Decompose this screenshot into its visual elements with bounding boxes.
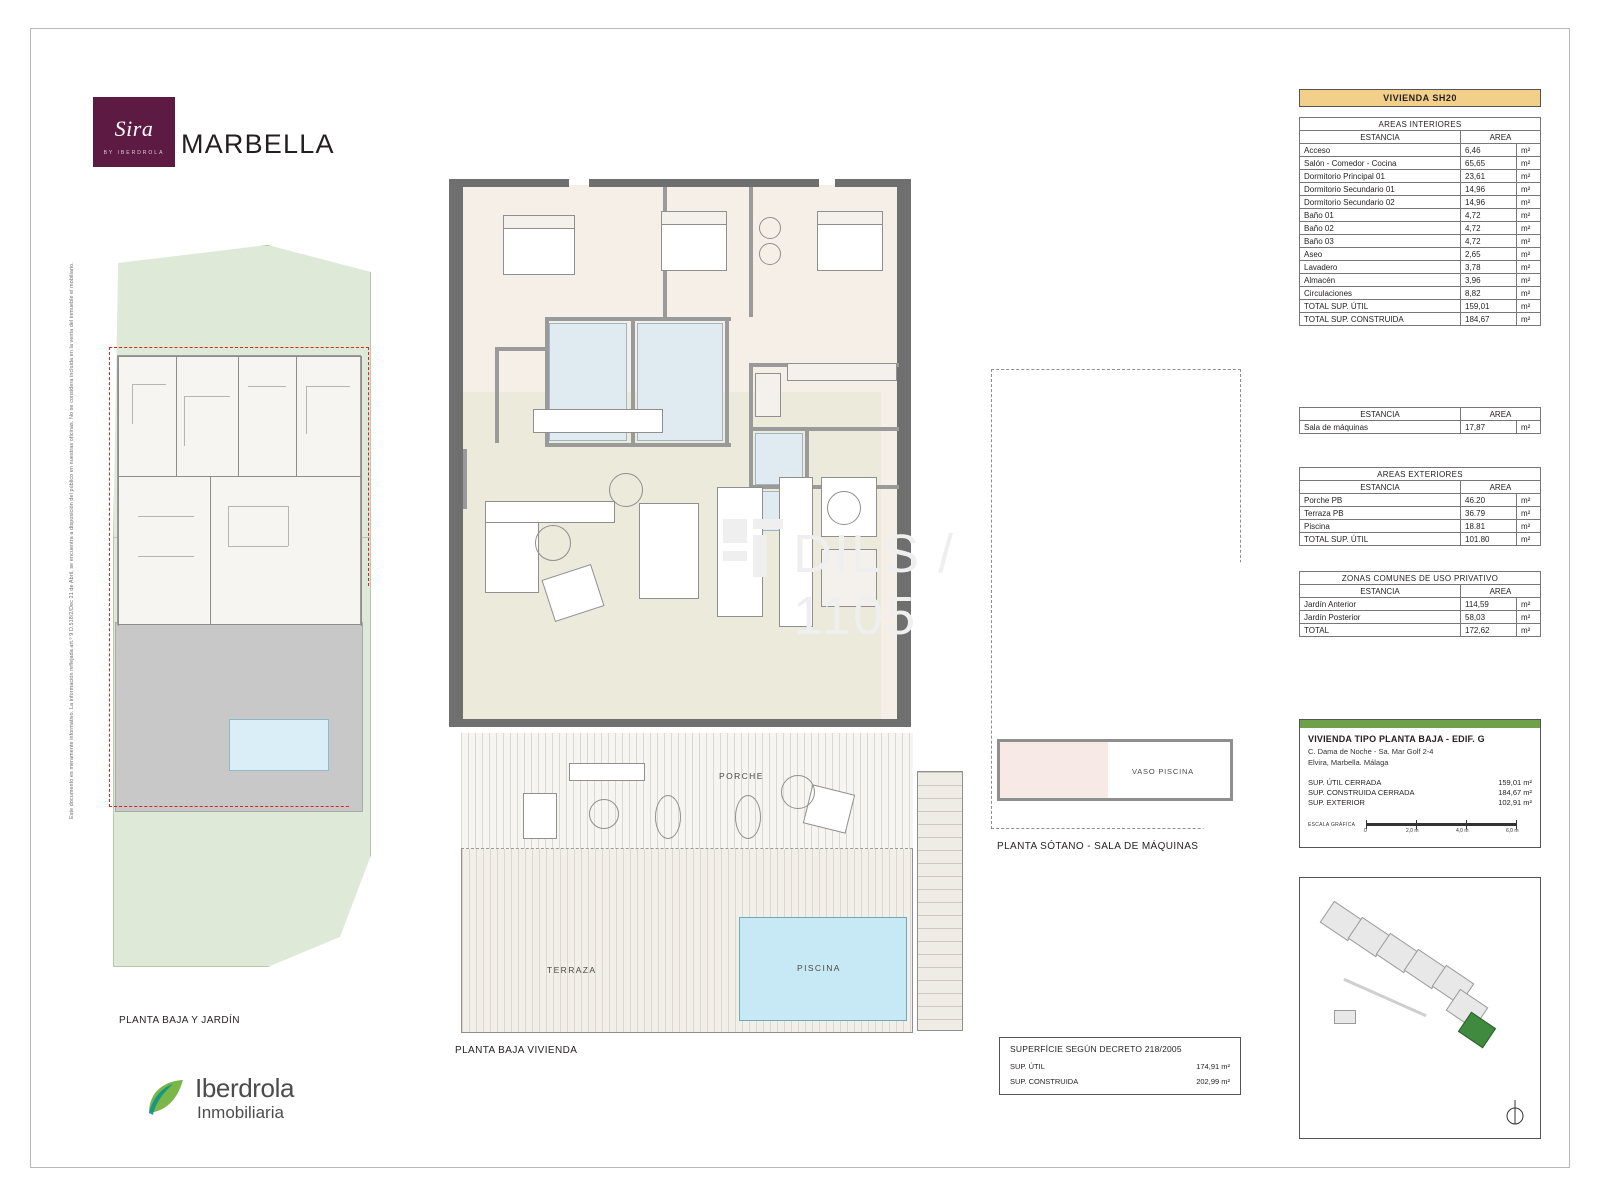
table-row xyxy=(1300,157,1541,170)
row-area: 17,87 xyxy=(1461,421,1517,434)
row-name: Baño 03 xyxy=(1300,235,1461,248)
table-row xyxy=(1300,611,1541,624)
decreto-row-value: 174,91 m² xyxy=(1196,1062,1230,1071)
row-area: 46.20 xyxy=(1461,494,1517,507)
exterior-stair xyxy=(917,771,963,1031)
row-name: Circulaciones xyxy=(1300,287,1461,300)
ext-total-unit: m² xyxy=(1517,533,1541,546)
round-table-01 xyxy=(609,473,643,507)
porch-table-01 xyxy=(589,799,619,829)
unit-title: VIVIENDA SH20 xyxy=(1299,89,1541,107)
sira-logo-mark xyxy=(93,97,175,167)
interior-table-title: AREAS INTERIORES xyxy=(1300,118,1541,131)
unit-info-block xyxy=(1299,719,1541,848)
table-row xyxy=(1300,170,1541,183)
info-row xyxy=(1308,798,1532,807)
row-area: 2,65 xyxy=(1461,248,1517,261)
ext-col-area: AREA xyxy=(1461,481,1541,494)
leaf-icon xyxy=(143,1075,187,1119)
row-name: Sala de máquinas xyxy=(1300,421,1461,434)
row-area: 23,61 xyxy=(1461,170,1517,183)
row-name: Terraza PB xyxy=(1300,507,1461,520)
table-row xyxy=(1300,144,1541,157)
brand-logo xyxy=(93,97,353,207)
decreto-row xyxy=(1010,1062,1230,1071)
row-name: Baño 01 xyxy=(1300,209,1461,222)
row-unit: m² xyxy=(1517,196,1541,209)
com-total-unit: m² xyxy=(1517,624,1541,637)
info-accent-bar xyxy=(1300,720,1540,728)
site-plan xyxy=(91,237,391,997)
sira-logo-script: Sira xyxy=(114,116,154,141)
scale-caption: ESCALA GRÁFICA xyxy=(1308,821,1356,828)
scale-tick-2: 4,0 m xyxy=(1456,827,1469,834)
row-name: Dormitorio Principal 01 xyxy=(1300,170,1461,183)
total-constr-unit: m² xyxy=(1517,313,1541,326)
drawing-sheet xyxy=(30,28,1570,1168)
scale-tick-3: 6,0 m xyxy=(1506,827,1519,834)
legal-disclaimer: Este documento es meramente informativo. La información reflejada art.º 9 D.518/2/Dec 21 de Abril, se encuentra a disposición del público en nuestras oficinas. No se considera incluida en la venta del inmueble el mobiliario. xyxy=(69,262,75,819)
caption-floor-plan: PLANTA BAJA VIVIENDA xyxy=(455,1045,578,1056)
key-plan xyxy=(1299,877,1541,1139)
ext-total-row xyxy=(1300,533,1541,546)
info-row-value: 102,91 m² xyxy=(1498,797,1532,807)
decreto-table xyxy=(999,1037,1241,1095)
comunes-table-title: ZONAS COMUNES DE USO PRIVATIVO xyxy=(1300,572,1541,585)
table-row xyxy=(1300,507,1541,520)
porch-sofa xyxy=(569,763,645,781)
bed-secondary-02-headboard xyxy=(817,211,883,225)
interior-col-area: AREA xyxy=(1461,131,1541,144)
row-unit: m² xyxy=(1517,222,1541,235)
info-row-value: 184,67 m² xyxy=(1498,787,1532,797)
sofa-back xyxy=(533,409,663,433)
ext-total-value: 101.80 xyxy=(1461,533,1517,546)
row-name: Porche PB xyxy=(1300,494,1461,507)
com-total-label: TOTAL xyxy=(1300,624,1461,637)
exterior-areas-table xyxy=(1299,467,1541,546)
row-unit: m² xyxy=(1517,157,1541,170)
info-row xyxy=(1308,788,1532,797)
row-name: Lavadero xyxy=(1300,261,1461,274)
table-row xyxy=(1300,274,1541,287)
row-unit: m² xyxy=(1517,287,1541,300)
row-area: 3,96 xyxy=(1461,274,1517,287)
lounger-01 xyxy=(655,795,681,839)
watermark-icon xyxy=(721,517,785,579)
row-area: 3,78 xyxy=(1461,261,1517,274)
wardrobe-01 xyxy=(787,363,897,381)
unit-title-bar xyxy=(1299,89,1541,107)
ext-total-label: TOTAL SUP. ÚTIL xyxy=(1300,533,1461,546)
com-col-area: AREA xyxy=(1461,585,1541,598)
iberdrola-name: Iberdrola xyxy=(195,1073,295,1103)
row-area: 58,03 xyxy=(1461,611,1517,624)
interior-col-estancia: ESTANCIA xyxy=(1300,131,1461,144)
graphic-scale xyxy=(1308,817,1532,839)
sira-logo-subtext: BY IBERDROLA xyxy=(103,150,165,156)
lounger-02 xyxy=(735,795,761,839)
row-area: 8,82 xyxy=(1461,287,1517,300)
row-area: 14,96 xyxy=(1461,183,1517,196)
row-name: Almacén xyxy=(1300,274,1461,287)
label-vaso-piscina: VASO PISCINA xyxy=(1132,767,1194,776)
row-area: 65,65 xyxy=(1461,157,1517,170)
row-name: Jardín Anterior xyxy=(1300,598,1461,611)
side-table-02 xyxy=(759,243,781,265)
total-constr-value: 184,67 xyxy=(1461,313,1517,326)
com-total-row xyxy=(1300,624,1541,637)
exterior-table-title: AREAS EXTERIORES xyxy=(1300,468,1541,481)
table-row xyxy=(1300,520,1541,533)
interior-areas-table xyxy=(1299,117,1541,326)
row-area: 4,72 xyxy=(1461,235,1517,248)
row-unit: m² xyxy=(1517,520,1541,533)
total-util-value: 159,01 xyxy=(1461,300,1517,313)
bed-secondary-01-headboard xyxy=(661,211,727,225)
row-name: Salón - Comedor - Cocina xyxy=(1300,157,1461,170)
total-construida-row xyxy=(1300,313,1541,326)
site-highlight-outline xyxy=(109,347,369,807)
ext-col-estancia: ESTANCIA xyxy=(1300,481,1461,494)
row-unit: m² xyxy=(1517,507,1541,520)
porch-table-02 xyxy=(781,775,815,809)
row-unit: m² xyxy=(1517,598,1541,611)
row-unit: m² xyxy=(1517,611,1541,624)
coffee-table xyxy=(639,503,699,599)
info-address-line-2: Elvira, Marbella. Málaga xyxy=(1308,757,1389,767)
pool-vessel-area xyxy=(1108,742,1230,798)
machine-room-table xyxy=(1299,407,1541,434)
table-row xyxy=(1300,261,1541,274)
row-area: 18.81 xyxy=(1461,520,1517,533)
row-name: Baño 02 xyxy=(1300,222,1461,235)
round-table-02 xyxy=(535,525,571,561)
table-row xyxy=(1300,183,1541,196)
row-area: 14,96 xyxy=(1461,196,1517,209)
table-row xyxy=(1300,196,1541,209)
row-name: Acceso xyxy=(1300,144,1461,157)
table-row xyxy=(1300,287,1541,300)
table-row xyxy=(1300,494,1541,507)
row-name: Piscina xyxy=(1300,520,1461,533)
watermark xyxy=(721,505,971,646)
maq-col-area: AREA xyxy=(1461,408,1541,421)
scale-tick-0: 0 xyxy=(1364,827,1367,834)
table-row xyxy=(1300,248,1541,261)
row-unit: m² xyxy=(1517,209,1541,222)
row-name: Jardín Posterior xyxy=(1300,611,1461,624)
row-unit: m² xyxy=(1517,274,1541,287)
row-unit: m² xyxy=(1517,494,1541,507)
com-col-estancia: ESTANCIA xyxy=(1300,585,1461,598)
row-unit: m² xyxy=(1517,261,1541,274)
porch-chair-01 xyxy=(523,793,557,839)
basement-plan xyxy=(991,369,1241,829)
info-row-value: 159,01 m² xyxy=(1498,777,1532,787)
info-row-label: SUP. CONSTRUIDA CERRADA xyxy=(1308,787,1415,797)
bed-main-headboard xyxy=(503,215,575,229)
decreto-row-label: SUP. ÚTIL xyxy=(1010,1062,1045,1071)
row-area: 6,46 xyxy=(1461,144,1517,157)
row-area: 4,72 xyxy=(1461,222,1517,235)
info-row-label: SUP. EXTERIOR xyxy=(1308,797,1365,807)
common-zones-table xyxy=(1299,571,1541,637)
row-area: 4,72 xyxy=(1461,209,1517,222)
total-util-label: TOTAL SUP. ÚTIL xyxy=(1300,300,1461,313)
row-area: 36.79 xyxy=(1461,507,1517,520)
row-name: Aseo xyxy=(1300,248,1461,261)
table-row xyxy=(1300,222,1541,235)
side-table-01 xyxy=(759,217,781,239)
decreto-row-label: SUP. CONSTRUIDA xyxy=(1010,1077,1079,1086)
row-area: 114,59 xyxy=(1461,598,1517,611)
com-total-value: 172,62 xyxy=(1461,624,1517,637)
info-heading: VIVIENDA TIPO PLANTA BAJA - EDIF. G xyxy=(1308,734,1485,744)
decreto-title: SUPERFÍCIE SEGÚN DECRETO 218/2005 xyxy=(1010,1044,1182,1054)
sofa-long xyxy=(485,501,615,523)
brand-wordmark: MARBELLA xyxy=(181,129,335,159)
watermark-text: DILS / 1105 xyxy=(793,524,956,646)
machine-room-box xyxy=(997,739,1233,801)
table-row xyxy=(1300,598,1541,611)
north-arrow-icon xyxy=(1504,1100,1526,1126)
table-row xyxy=(1300,421,1541,434)
table-row xyxy=(1300,209,1541,222)
total-util-unit: m² xyxy=(1517,300,1541,313)
caption-site-plan: PLANTA BAJA Y JARDÍN xyxy=(119,1015,240,1026)
row-unit: m² xyxy=(1517,421,1541,434)
row-unit: m² xyxy=(1517,235,1541,248)
decreto-row-value: 202,99 m² xyxy=(1196,1077,1230,1086)
total-constr-label: TOTAL SUP. CONSTRUIDA xyxy=(1300,313,1461,326)
info-row xyxy=(1308,778,1532,787)
label-porche: PORCHE xyxy=(719,771,764,781)
machine-room-area xyxy=(1000,742,1108,798)
iberdrola-subtitle: Inmobiliaria xyxy=(197,1103,284,1122)
row-unit: m² xyxy=(1517,170,1541,183)
row-unit: m² xyxy=(1517,144,1541,157)
label-piscina: PISCINA xyxy=(797,963,841,973)
total-util-row xyxy=(1300,300,1541,313)
info-address-line-1: C. Dama de Noche - Sa. Mar Golf 2-4 xyxy=(1308,747,1434,756)
iberdrola-logo xyxy=(143,1071,363,1133)
caption-basement: PLANTA SÓTANO - SALA DE MÁQUINAS xyxy=(997,841,1199,852)
row-unit: m² xyxy=(1517,183,1541,196)
info-row-label: SUP. ÚTIL CERRADA xyxy=(1308,777,1382,787)
decreto-row xyxy=(1010,1077,1230,1086)
row-name: Dormitorio Secundario 02 xyxy=(1300,196,1461,209)
wardrobe-02 xyxy=(755,373,781,417)
label-terraza: TERRAZA xyxy=(547,965,597,975)
row-name: Dormitorio Secundario 01 xyxy=(1300,183,1461,196)
scale-tick-1: 2,0 m xyxy=(1406,827,1419,834)
table-row xyxy=(1300,235,1541,248)
maq-col-estancia: ESTANCIA xyxy=(1300,408,1461,421)
row-unit: m² xyxy=(1517,248,1541,261)
